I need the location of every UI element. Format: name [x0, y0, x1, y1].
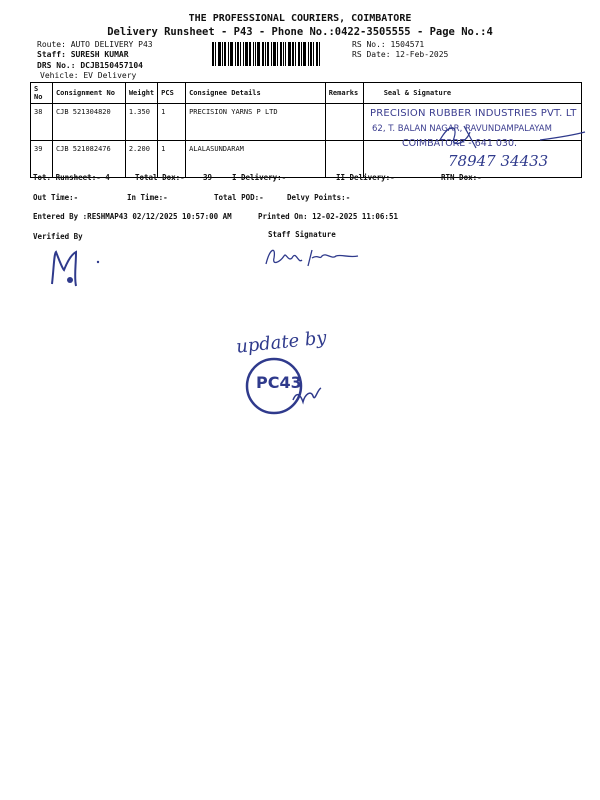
verifier-signature-icon: [46, 246, 106, 292]
stamp-city: COIMBATORE - 641 030.: [402, 138, 518, 149]
stamp-address: 62, T. BALAN NAGAR, RAVUNDAMPALAYAM: [372, 124, 552, 134]
total-pod: Total POD:-: [214, 193, 264, 202]
entered-by: Entered By :RESHMAP43 02/12/2025 10:57:00 AM: [33, 212, 232, 221]
cell-remarks: [325, 141, 363, 178]
cell-consignment: CJB 521082476: [52, 141, 125, 178]
rs-number: RS No.: 1504571: [352, 40, 425, 49]
col-header-weight: Weight: [125, 83, 157, 104]
cell-consignment: CJB 521304820: [52, 104, 125, 141]
staff-signature-icon: [262, 240, 362, 270]
drs-number: DRS No.: DCJB150457104: [37, 61, 143, 70]
cell-consignee: PRECISION YARNS P LTD: [186, 104, 326, 141]
rs-date: RS Date: 12-Feb-2025: [352, 50, 449, 59]
col-header-consignment: Consignment No: [52, 83, 125, 104]
rtn-dox: RTN Dox:-: [441, 173, 482, 182]
cell-remarks: [325, 104, 363, 141]
col-header-seal: Seal & Signature: [363, 83, 581, 104]
company-title: THE PROFESSIONAL COURIERS, COIMBATORE: [188, 13, 412, 24]
vehicle-label: Vehicle: EV Delivery: [40, 71, 137, 80]
route-label: Route: AUTO DELIVERY P43: [37, 40, 153, 49]
cell-pcs: 1: [158, 104, 186, 141]
ii-delivery: II Delivery:-: [336, 173, 395, 182]
cell-pcs: 1: [158, 141, 186, 178]
col-header-remarks: Remarks: [325, 83, 363, 104]
staff-signature-label: Staff Signature: [268, 230, 336, 239]
table-header-row: [31, 83, 582, 104]
cell-sno: 39: [31, 141, 53, 178]
col-header-sno: S No: [31, 83, 53, 104]
total-dox-label: Total Dox:-: [135, 173, 185, 182]
cell-weight: 2.200: [125, 141, 157, 178]
handwritten-update-by: update by: [235, 327, 328, 358]
cell-weight: 1.350: [125, 104, 157, 141]
in-time: In Time:-: [127, 193, 168, 202]
total-dox-value: 39: [203, 173, 213, 182]
stamp-company-name: PRECISION RUBBER INDUSTRIES PVT. LT: [370, 108, 577, 119]
printed-on: Printed On: 12-02-2025 11:06:51: [258, 212, 398, 221]
out-time: Out Time:-: [33, 193, 79, 202]
barcode-image: [212, 42, 340, 66]
delvy-points: Delvy Points:-: [287, 193, 351, 202]
col-header-consignee: Consignee Details: [186, 83, 326, 104]
i-delivery: I Delivery:-: [232, 173, 287, 182]
verified-by-label: Verified By: [33, 232, 83, 241]
staff-label: Staff: SURESH KUMAR: [37, 50, 129, 59]
runsheet-subtitle: Delivery Runsheet - P43 - Phone No.:0422-3505555 - Page No.:4: [107, 26, 493, 38]
col-header-pcs: PCS: [158, 83, 186, 104]
tot-runsheet: Tot. Runsheet:- 4: [33, 173, 110, 182]
handwritten-phone: 78947 34433: [448, 152, 549, 170]
cell-sno: 38: [31, 104, 53, 141]
pc43-badge-text: PC43: [256, 373, 302, 392]
cell-consignee: ALALASUNDARAM: [186, 141, 326, 178]
